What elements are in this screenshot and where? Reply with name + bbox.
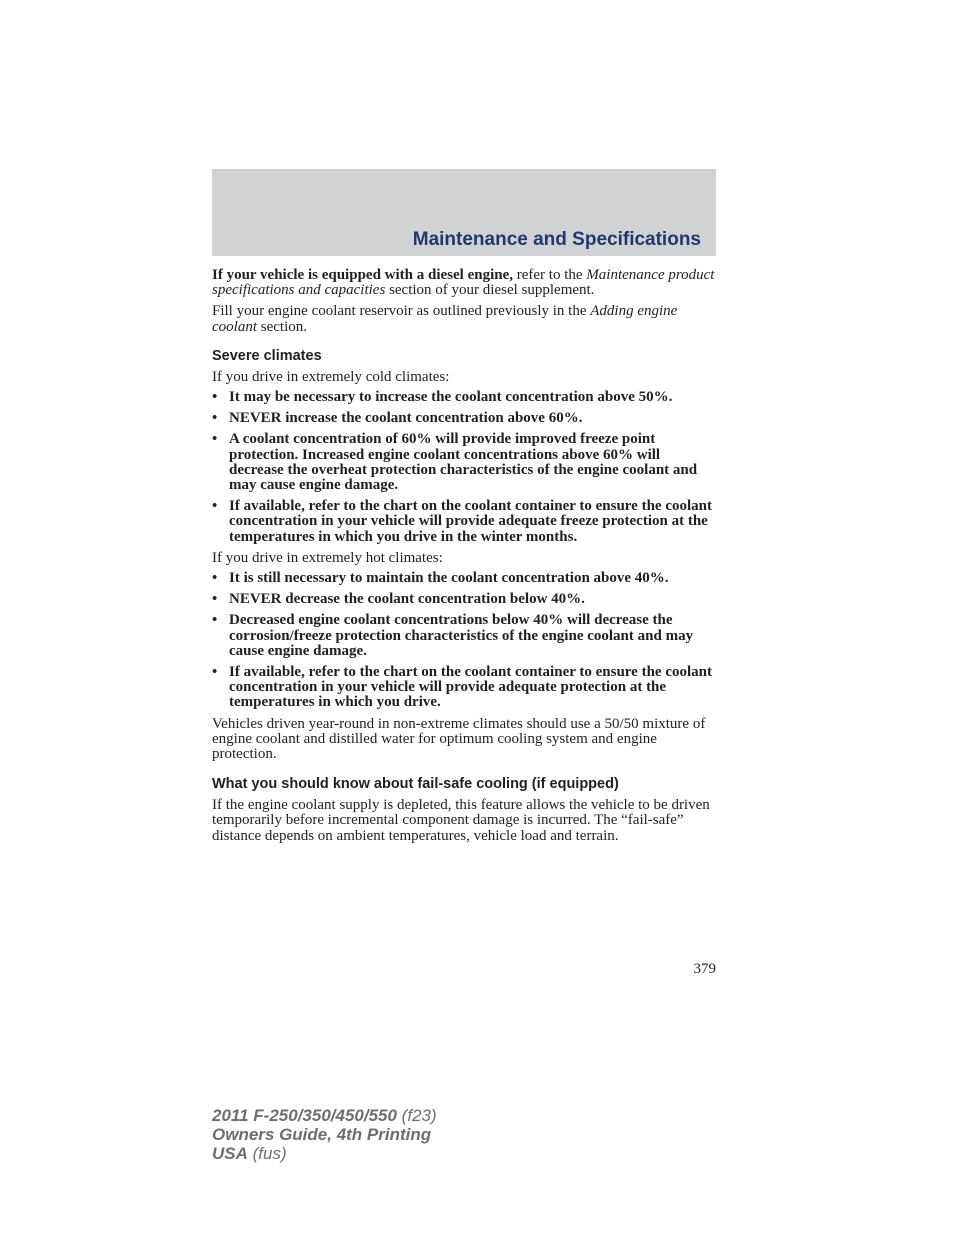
list-item (212, 390, 716, 405)
diesel-text-2: section of your diesel supplement. (385, 282, 595, 299)
list-item-text: A coolant concentration of 60% will provide improved freeze point protection. Increased engine coolant concentrations above 60% will decrease the overheat protection characteristics of the engine coolant and may cause engine damage. (229, 431, 698, 494)
non-extreme-paragraph: Vehicles driven year-round in non-extreme climates should use a 50/50 mixture of engine coolant and distilled water for optimum cooling system and engine protection. (212, 715, 706, 763)
list-item (212, 571, 716, 586)
diesel-bold-lead: If your vehicle is equipped with a diesel engine, (212, 267, 513, 283)
footer-region-code: (fus) (247, 1144, 287, 1163)
document-footer (212, 1106, 437, 1163)
bullet-glyph: • (212, 664, 218, 681)
list-item-text: Decreased engine coolant concentrations below 40% will decrease the corrosion/freeze protection characteristics of the engine coolant and may cause engine damage. (229, 612, 694, 659)
cold-list (212, 390, 716, 545)
fail-safe-paragraph: If the engine coolant supply is depleted, this feature allows the vehicle to be driven temporarily before incremental component damage is incurred. The “fail-safe” distance depends on ambient temperatures, vehicle load and terrain. (212, 797, 710, 844)
page-number: 379 (693, 961, 716, 977)
hot-intro: If you drive in extremely hot climates: (212, 549, 443, 566)
section-header-band (212, 169, 716, 256)
bullet-glyph: • (212, 498, 218, 515)
list-item (212, 592, 716, 607)
bullet-glyph: • (212, 389, 218, 406)
fill-text-1: Fill your engine coolant reservoir as outlined previously in the (212, 303, 591, 320)
fill-paragraph (212, 304, 716, 334)
section-title: Maintenance and Specifications (412, 229, 701, 250)
bullet-glyph: • (212, 431, 218, 448)
fill-text-2: section. (257, 318, 307, 335)
diesel-italic-ref: Maintenance product specifications and capacities (212, 267, 715, 299)
footer-line-1 (212, 1106, 437, 1125)
footer-line-2: Owners Guide, 4th Printing (212, 1125, 432, 1144)
footer-model-code: (f23) (396, 1106, 437, 1125)
bullet-glyph: • (212, 591, 218, 608)
cold-intro: If you drive in extremely cold climates: (212, 368, 450, 385)
list-item-text: It may be necessary to increase the coolant concentration above 50%. (229, 389, 673, 406)
list-item-text: It is still necessary to maintain the coolant concentration above 40%. (229, 570, 669, 587)
list-item-text: NEVER decrease the coolant concentration below 40%. (229, 591, 585, 608)
hot-list (212, 571, 716, 711)
list-item (212, 665, 716, 711)
bullet-glyph: • (212, 410, 218, 427)
fail-safe-heading: What you should know about fail-safe cooling (if equipped) (212, 776, 619, 793)
footer-region: USA (212, 1144, 248, 1163)
footer-model: 2011 F-250/350/450/550 (212, 1106, 397, 1125)
bullet-glyph: • (212, 570, 218, 587)
page-content (212, 268, 716, 844)
footer-line-3 (212, 1144, 437, 1163)
list-item-text: If available, refer to the chart on the coolant container to ensure the coolant concentration in your vehicle will provide adequate freeze protection at the temperatures in which you drive in the winter months. (229, 498, 712, 545)
severe-climates-heading: Severe climates (212, 347, 322, 364)
diesel-text-1: refer to the (513, 267, 587, 283)
list-item (212, 411, 716, 426)
diesel-paragraph (212, 268, 716, 298)
fill-italic-ref: Adding engine coolant (212, 303, 678, 335)
bullet-glyph: • (212, 612, 218, 629)
list-item-text: NEVER increase the coolant concentration above 60%. (229, 410, 583, 427)
list-item (212, 499, 716, 545)
list-item (212, 432, 716, 493)
list-item (212, 613, 716, 659)
list-item-text: If available, refer to the chart on the coolant container to ensure the coolant concentration in your vehicle will provide adequate protection at the temperatures in which you drive. (229, 664, 712, 711)
